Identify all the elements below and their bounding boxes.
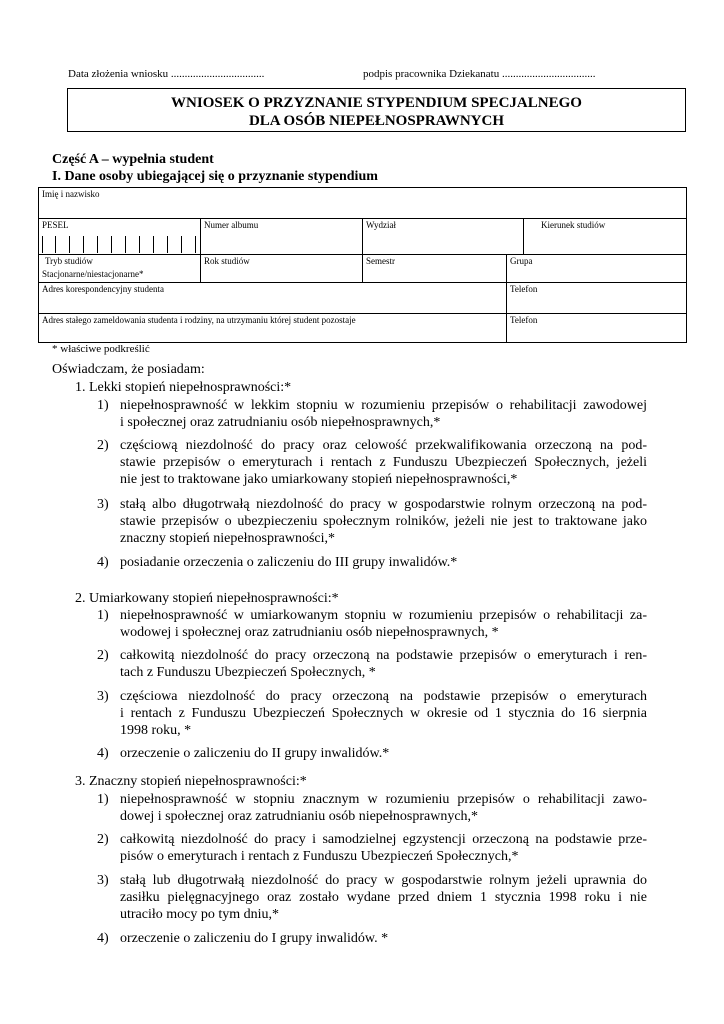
item-number: 4) — [97, 746, 109, 761]
pesel-label: PESEL — [42, 220, 69, 230]
pesel-digit-box[interactable] — [56, 236, 70, 253]
pesel-digit-box[interactable] — [112, 236, 126, 253]
title-line-1: WNIOSEK O PRZYZNANIE STYPENDIUM SPECJALNEGO — [171, 95, 582, 111]
mode-label: Tryb studiów — [45, 256, 93, 266]
item-text: 1998 roku, * — [120, 723, 192, 738]
pesel-digit-box[interactable] — [140, 236, 154, 253]
item-text: częściowa niezdolność do pracy orzeczoną na podstawie przepisów o emeryturach — [120, 689, 647, 704]
item-text: stałą albo długotrwałą niezdolność do pracy w gospodarstwie rolnym orzeczoną na pod- — [120, 497, 647, 512]
group-label: Grupa — [510, 256, 533, 266]
pesel-digit-box[interactable] — [154, 236, 168, 253]
field-cell[interactable] — [524, 219, 687, 255]
section-heading: I. Dane osoby ubiegającej się o przyznanie stypendium — [52, 169, 378, 184]
item-text: niepełnosprawność w lekkim stopniu w rozumieniu przepisów o rehabilitacji zawodowej — [120, 398, 647, 413]
part-a-heading: Część A – wypełnia student — [52, 152, 214, 167]
pesel-cell[interactable] — [39, 219, 201, 255]
item-text: stawie przepisów o ubezpieczeniu społecznym rolników, jeżeli nie jest to traktowane jako — [120, 514, 647, 529]
item-text: i społecznej oraz zatrudnianiu osób niepełnosprawnych,* — [120, 415, 441, 430]
item-text: nie jest to traktowane jako umiarkowany stopień niepełnosprawności,* — [120, 472, 518, 487]
phone2-cell[interactable] — [507, 314, 687, 343]
item-text: orzeczenie o zaliczeniu do I grupy inwalidów. * — [120, 931, 389, 946]
semester-label: Semestr — [366, 256, 395, 266]
item-text: tach z Funduszu Ubezpieczeń Społecznych, * — [120, 665, 376, 680]
address-corr-cell[interactable] — [39, 283, 507, 314]
address-perm-cell[interactable] — [39, 314, 507, 343]
semester-cell[interactable] — [363, 255, 507, 283]
title-line-2: DLA OSÓB NIEPEŁNOSPRAWNYCH — [248, 113, 505, 129]
item-number: 1) — [97, 608, 109, 623]
footnote: * właściwe podkreślić — [52, 343, 150, 355]
item-number: 2) — [97, 648, 109, 663]
mode-cell[interactable] — [39, 255, 201, 283]
phone1-label: Telefon — [510, 284, 538, 294]
group-3-title: 3. Znaczny stopień niepełnosprawności:* — [75, 774, 307, 789]
pesel-digit-box[interactable] — [70, 236, 84, 253]
pesel-digit-box[interactable] — [182, 236, 196, 253]
phone1-cell[interactable] — [507, 283, 687, 314]
name-cell[interactable] — [39, 188, 687, 219]
item-number: 3) — [97, 689, 109, 704]
album-label: Numer albumu — [204, 220, 259, 230]
item-text: posiadanie orzeczenia o zaliczeniu do III grupy inwalidów.* — [120, 555, 458, 570]
signature-field-label: podpis pracownika Dziekanatu .................................. — [363, 68, 596, 80]
item-text: i rentach z Funduszu Ubezpieczeń Społecznych w okresie od 1 stycznia do 16 sierpnia — [120, 706, 647, 721]
item-text: wodowej i społecznej oraz zatrudnianiu osób niepełnosprawnych, * — [120, 625, 499, 640]
item-text: orzeczenie o zaliczeniu do II grupy inwalidów.* — [120, 746, 390, 761]
item-text: niepełnosprawność w stopniu znacznym w rozumieniu przepisów o rehabilitacji zawo- — [120, 792, 647, 807]
pesel-digit-box[interactable] — [168, 236, 182, 253]
item-number: 2) — [97, 438, 109, 453]
phone2-label: Telefon — [510, 315, 538, 325]
item-text: zasiłku pielęgnacyjnego oraz zostało wydane przed dniem 1 stycznia 1998 roku i nie — [120, 890, 647, 905]
pesel-digit-box[interactable] — [126, 236, 140, 253]
item-text: stawie przepisów o emeryturach i rentach z Funduszu Ubezpieczeń Społecznych, jeżeli — [120, 455, 647, 470]
applicant-data-table — [38, 187, 687, 343]
item-number: 1) — [97, 398, 109, 413]
item-text: pisów o emeryturach i rentach z Funduszu Ubezpieczeń Społecznych,* — [120, 849, 519, 864]
item-text: stałą lub długotrwałą niezdolność do pracy w gospodarstwie rolnym jeżeli uprawnia do — [120, 873, 647, 888]
declaration: Oświadczam, że posiadam: — [52, 362, 205, 377]
item-number: 4) — [97, 931, 109, 946]
item-text: całkowitą niezdolność do pracy orzeczoną na podstawie przepisów o emeryturach i ren- — [120, 648, 647, 663]
group-cell[interactable] — [507, 255, 687, 283]
faculty-cell[interactable] — [363, 219, 524, 255]
pesel-digit-box[interactable] — [84, 236, 98, 253]
year-label: Rok studiów — [204, 256, 250, 266]
item-number: 3) — [97, 497, 109, 512]
pesel-digit-box[interactable] — [98, 236, 112, 253]
faculty-label: Wydział — [366, 220, 396, 230]
year-cell[interactable] — [201, 255, 363, 283]
address-corr-label: Adres korespondencyjny studenta — [42, 284, 164, 294]
item-number: 4) — [97, 555, 109, 570]
item-number: 3) — [97, 873, 109, 888]
album-cell[interactable] — [201, 219, 363, 255]
item-number: 1) — [97, 792, 109, 807]
name-label: Imię i nazwisko — [42, 189, 100, 199]
pesel-digit-box[interactable] — [42, 236, 56, 253]
item-text: utraciło mocy po tym dniu,* — [120, 907, 280, 922]
date-field-label: Data złożenia wniosku .................................. — [68, 68, 265, 80]
item-number: 2) — [97, 832, 109, 847]
title-box — [67, 88, 686, 132]
item-text: całkowitą niezdolność do pracy i samodzielnej egzystencji orzeczoną na podstawie prze- — [120, 832, 647, 847]
item-text: niepełnosprawność w umiarkowanym stopniu w rozumieniu przepisów o rehabilitacji za- — [120, 608, 647, 623]
item-text: częściową niezdolność do pracy oraz celowość przekwalifikowania orzeczoną na pod- — [120, 438, 647, 453]
item-text: dowej i społecznej oraz zatrudnianiu osób niepełnosprawnych,* — [120, 809, 479, 824]
mode-options: Stacjonarne/niestacjonarne* — [42, 269, 144, 279]
group-2-title: 2. Umiarkowany stopień niepełnosprawności:* — [75, 591, 339, 606]
field-label: Kierunek studiów — [541, 220, 606, 230]
address-perm-label: Adres stałego zameldowania studenta i rodziny, na utrzymaniu której student pozostaje — [42, 315, 356, 325]
pesel-boxes[interactable] — [42, 236, 197, 253]
group-1-title: 1. Lekki stopień niepełnosprawności:* — [75, 380, 292, 395]
item-text: znaczny stopień niepełnosprawności,* — [120, 531, 335, 546]
